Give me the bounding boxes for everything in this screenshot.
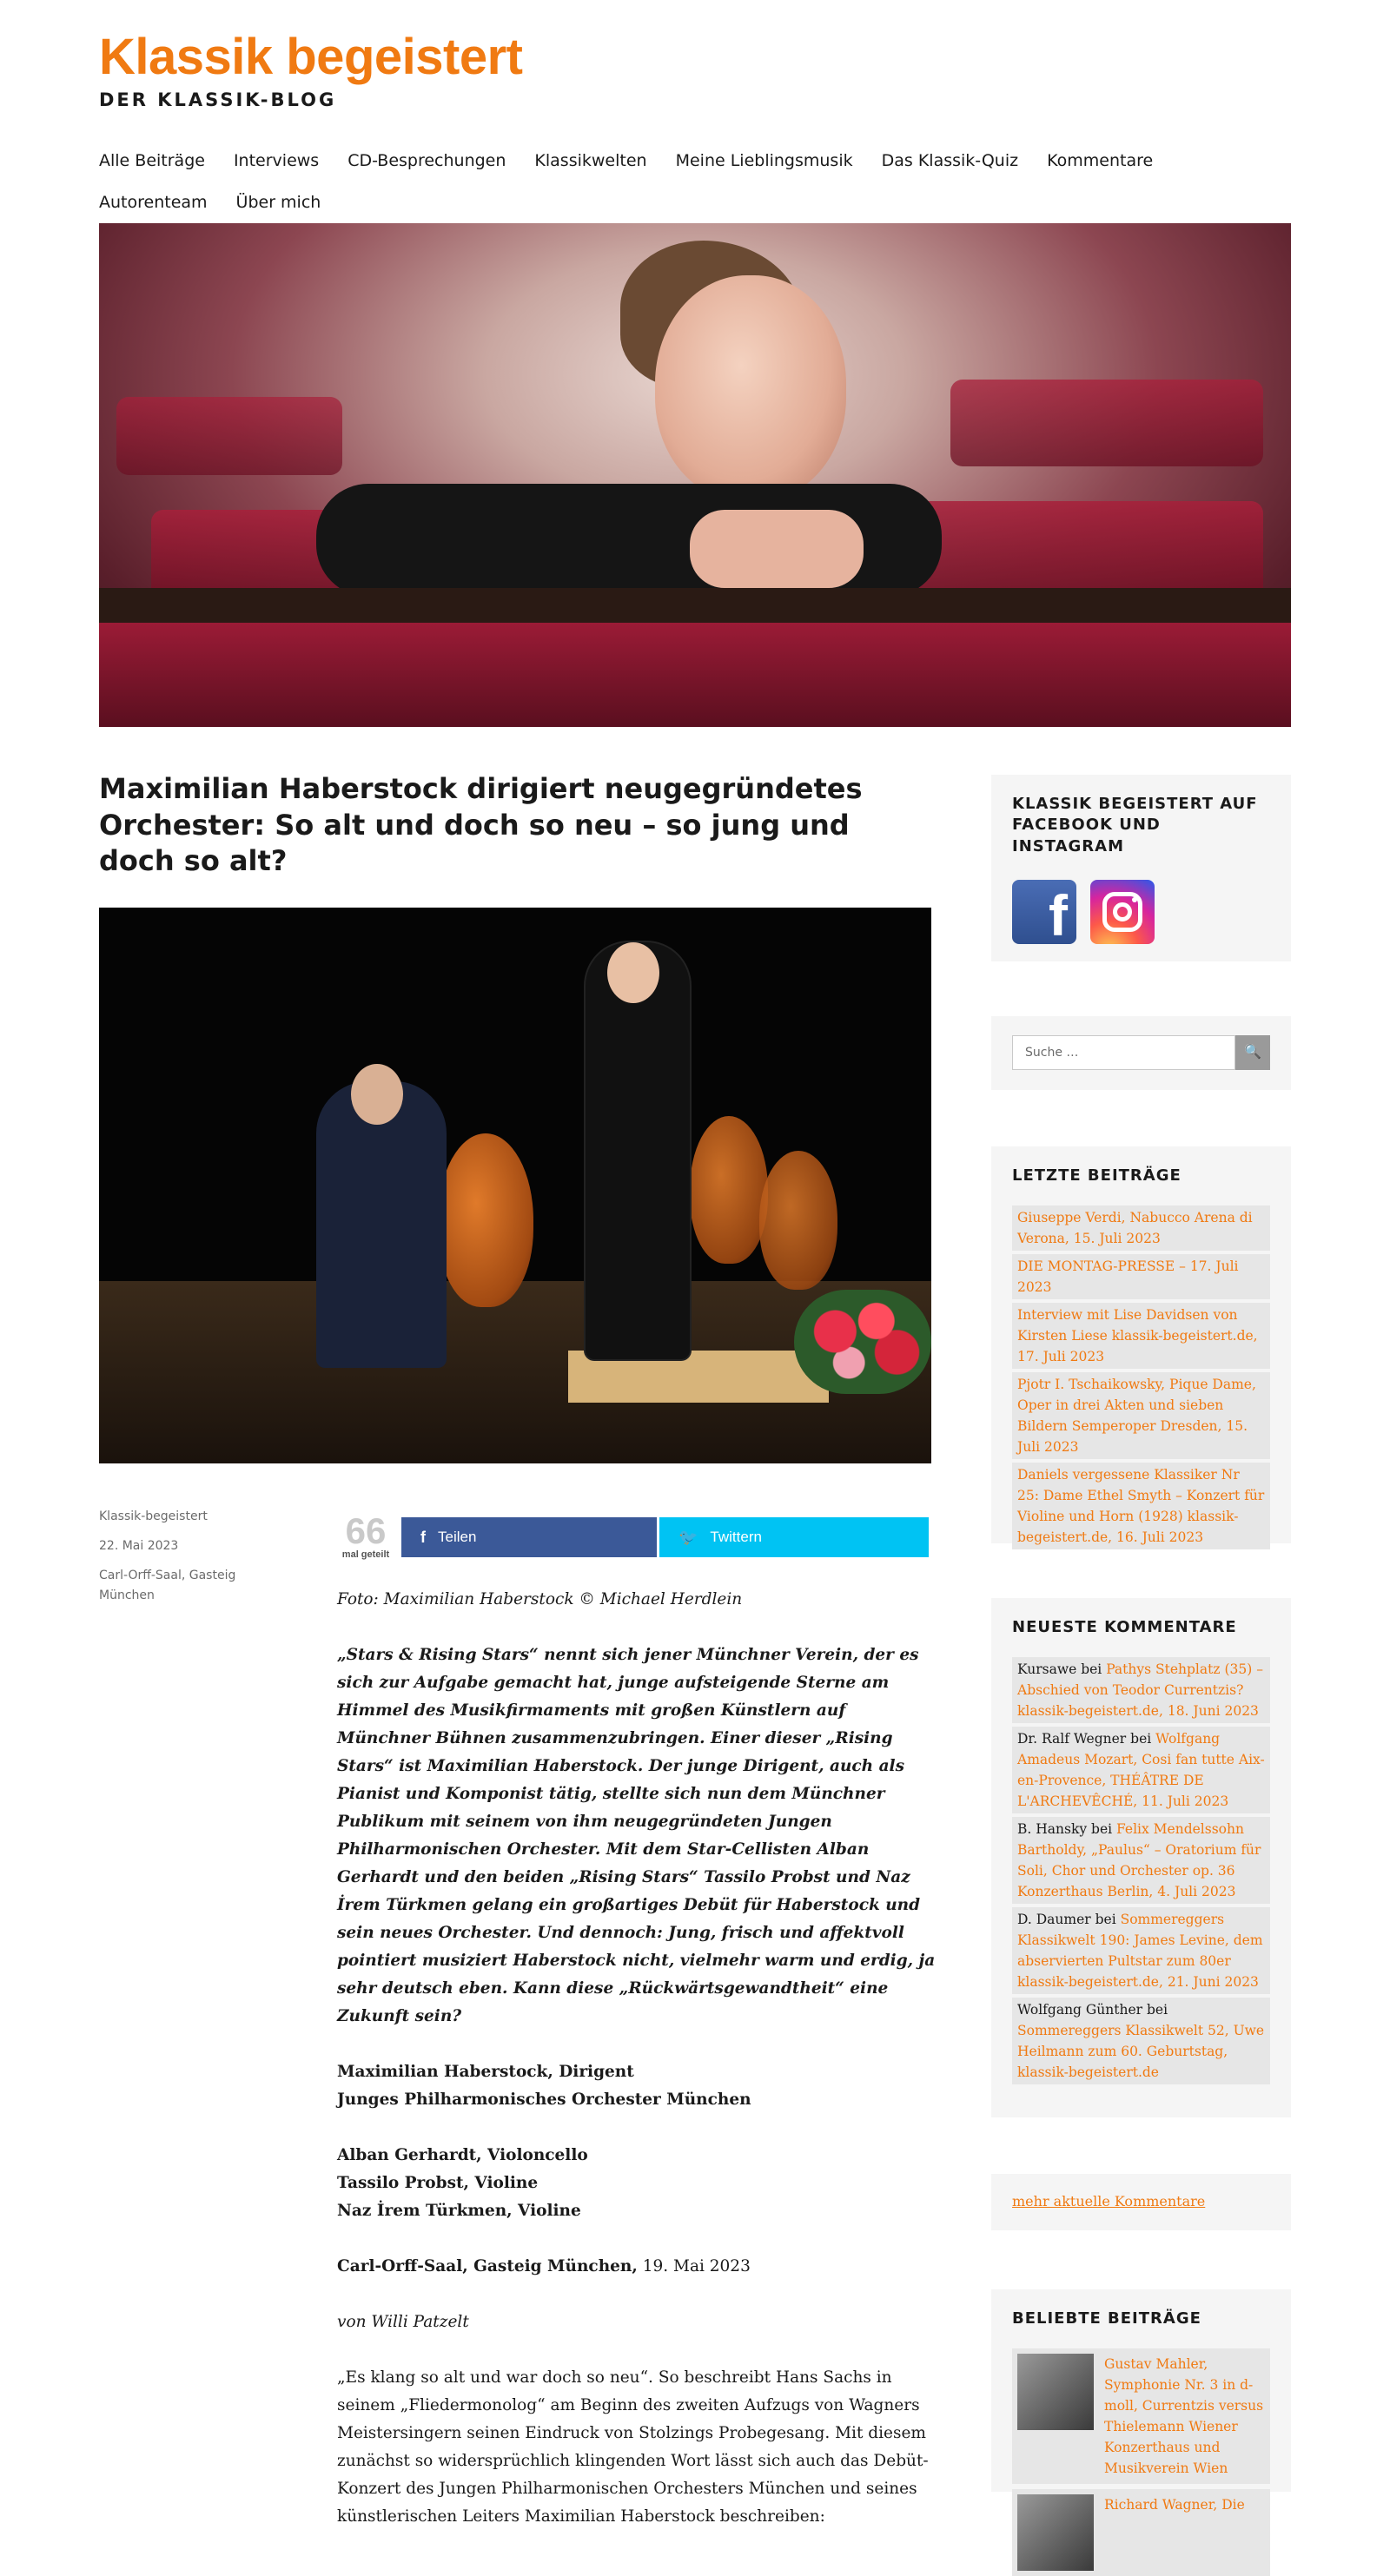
- recent-post-link[interactable]: DIE MONTAG-PRESSE – 17. Juli 2023: [1012, 1254, 1270, 1299]
- recent-comments-widget: [991, 1598, 1291, 2117]
- credits-conductor: [337, 2058, 937, 2114]
- search-icon: 🔍: [1244, 1045, 1262, 1060]
- nav-item-ueber-mich[interactable]: Über mich: [235, 193, 321, 212]
- comment-item: B. Hansky bei Felix Mendelssohn Bartholdy, „Paulus“ – Oratorium für Soli, Chor und Orchester op. 36 Konzerthaus Berlin, 4. Juli 2023: [1012, 1817, 1270, 1904]
- popular-post-thumbnail[interactable]: [1017, 2354, 1094, 2430]
- share-count: [337, 1510, 394, 1560]
- site-branding: [99, 31, 522, 110]
- venue-date: 19. Mai 2023: [637, 2257, 751, 2275]
- more-comments-widget: [991, 2174, 1291, 2230]
- credit-line: Alban Gerhardt, Violoncello: [337, 2146, 588, 2164]
- search-widget: [991, 1016, 1291, 1090]
- recent-post-link[interactable]: Interview mit Lise Davidsen von Kirsten Liese klassik-begeistert.de, 17. Juli 2023: [1012, 1303, 1270, 1369]
- site-description: DER KLASSIK-BLOG: [99, 89, 337, 110]
- twitter-share-label: Twittern: [710, 1529, 762, 1545]
- comment-item: Wolfgang Günther bei Sommereggers Klassikwelt 52, Uwe Heilmann zum 60. Geburtstag, klassik-begeistert.de: [1012, 1998, 1270, 2084]
- article-body: [337, 1586, 937, 2559]
- comment-author: Dr. Ralf Wegner: [1017, 1731, 1127, 1747]
- popular-post-item[interactable]: [1012, 2348, 1270, 2484]
- nav-item-kommentare[interactable]: Kommentare: [1047, 151, 1154, 170]
- comment-author: D. Daumer: [1017, 1912, 1091, 1928]
- facebook-icon: f: [420, 1528, 426, 1546]
- facebook-share-label: Teilen: [438, 1529, 477, 1545]
- comment-item: D. Daumer bei Sommereggers Klassikwelt 190: James Levine, dem abservierten Pultstar zum 80er klassik-begeistert.de, 21. Juni 2023: [1012, 1907, 1270, 1994]
- recent-post-link[interactable]: Daniels vergessene Klassiker Nr 25: Dame Ethel Smyth – Konzert für Violine und Horn (1928) klassik-begeistert.de, 16. Juli 2023: [1012, 1463, 1270, 1549]
- more-comments-link[interactable]: mehr aktuelle Kommentare: [1012, 2193, 1206, 2209]
- popular-post-thumbnail[interactable]: [1017, 2494, 1094, 2571]
- nav-item-interviews[interactable]: Interviews: [233, 151, 320, 170]
- recent-post-link[interactable]: Pjotr I. Tschaikowsky, Pique Dame, Oper in drei Akten und sieben Bildern Semperoper Dresden, 15. Juli 2023: [1012, 1372, 1270, 1459]
- comment-author: Wolfgang Günther: [1017, 2002, 1143, 2018]
- nav-item-cd-besprechungen[interactable]: CD-Besprechungen: [348, 151, 506, 170]
- comment-post-link[interactable]: Felix Mendelssohn Bartholdy, „Paulus“ – Oratorium für Soli, Chor und Orchester op. 36 Konzerthaus Berlin, 4. Juli 2023: [1017, 1821, 1261, 1900]
- twitter-share-button[interactable]: [659, 1517, 929, 1557]
- nav-item-klassik-quiz[interactable]: Das Klassik-Quiz: [881, 151, 1019, 170]
- article-meta: [99, 1507, 273, 1615]
- recent-posts-widget: [991, 1146, 1291, 1546]
- main-navigation: [99, 146, 1298, 229]
- credit-line: Maximilian Haberstock, Dirigent: [337, 2063, 634, 2081]
- article-title: Maximilian Haberstock dirigiert neugegründetes Orchester: So alt und doch so neu – so jung und doch so alt?: [99, 772, 863, 878]
- comment-post-link[interactable]: Sommereggers Klassikwelt 190: James Levine, dem abservierten Pultstar zum 80er klassik-begeistert.de, 21. Juni 2023: [1017, 1912, 1263, 1991]
- nav-item-meine-lieblingsmusik[interactable]: Meine Lieblingsmusik: [675, 151, 853, 170]
- comment-post-link[interactable]: Pathys Stehplatz (35) – Abschied von Teodor Currentzis? klassik-begeistert.de, 18. Juni 2023: [1017, 1661, 1263, 1720]
- venue-name: Carl-Orff-Saal, Gasteig München,: [337, 2257, 638, 2275]
- nav-item-alle-beitraege[interactable]: Alle Beiträge: [99, 151, 205, 170]
- comment-post-link[interactable]: Sommereggers Klassikwelt 52, Uwe Heilmann zum 60. Geburtstag, klassik-begeistert.de: [1017, 2023, 1265, 2081]
- popular-posts-title: BELIEBTE BEITRÄGE: [1012, 2309, 1201, 2328]
- popular-post-link[interactable]: Richard Wagner, Die: [1104, 2497, 1245, 2513]
- nav-item-klassikwelten[interactable]: Klassikwelten: [534, 151, 647, 170]
- credit-line: Naz İrem Türkmen, Violine: [337, 2202, 581, 2220]
- nav-item-autorenteam[interactable]: Autorenteam: [99, 193, 208, 212]
- popular-posts-widget: [991, 2289, 1291, 2513]
- venue-line: [337, 2253, 937, 2281]
- instagram-icon[interactable]: [1090, 880, 1155, 944]
- comment-author: B. Hansky: [1017, 1821, 1088, 1838]
- share-count-number: 66: [345, 1510, 387, 1551]
- comment-post-link[interactable]: Wolfgang Amadeus Mozart, Cosi fan tutte Aix-en-Provence, THÉÂTRE DE L'ARCHEVÊCHÉ, 11. Juli 2023: [1017, 1731, 1265, 1810]
- recent-posts-title: LETZTE BEITRÄGE: [1012, 1166, 1182, 1185]
- popular-post-item[interactable]: [1012, 2489, 1270, 2576]
- recent-comments-title: NEUESTE KOMMENTARE: [1012, 1618, 1237, 1636]
- search-button[interactable]: [1235, 1035, 1270, 1070]
- credit-line: Junges Philharmonisches Orchester München: [337, 2091, 751, 2109]
- facebook-share-button[interactable]: [401, 1517, 657, 1557]
- social-widget-title: KLASSIK BEGEISTERT AUF FACEBOOK UND INSTAGRAM: [1012, 795, 1258, 855]
- credits-soloists: [337, 2142, 937, 2225]
- article-featured-image[interactable]: [99, 908, 931, 1463]
- comment-item: Kursawe bei Pathys Stehplatz (35) – Abschied von Teodor Currentzis? klassik-begeistert.de, 18. Juni 2023: [1012, 1657, 1270, 1723]
- byline: von Willi Patzelt: [337, 2313, 469, 2331]
- comment-item: Dr. Ralf Wegner bei Wolfgang Amadeus Mozart, Cosi fan tutte Aix-en-Provence, THÉÂTRE DE L'ARCHEVÊCHÉ, 11. Juli 2023: [1012, 1727, 1270, 1813]
- site-title[interactable]: Klassik begeistert: [99, 29, 523, 85]
- header-image[interactable]: [99, 223, 1291, 727]
- meta-date[interactable]: 22. Mai 2023: [99, 1538, 179, 1553]
- image-caption: Foto: Maximilian Haberstock © Michael Herdlein: [337, 1590, 743, 1608]
- twitter-icon: 🐦: [678, 1528, 698, 1546]
- share-count-label: mal geteilt: [341, 1549, 390, 1560]
- article-lead: „Stars & Rising Stars“ nennt sich jener Münchner Verein, der es sich zur Aufgabe gemacht hat, junge aufsteigende Sterne am Himmel des Musikfirmaments mit großen Künstlern auf Münchner Bühnen zusammenzubringen. Einer dieser „Rising Stars“ ist Maximilian Haberstock. Der junge Dirigent, auch als Pianist und Komponist tätig, stellte sich nun dem Münchner Publikum mit seinem von ihm neugegründeten Jungen Philharmonischen Orchester. Mit dem Star-Cellisten Alban Gerhardt und den beiden „Rising Stars“ Tassilo Probst und Naz İrem Türkmen gelang ein großartiges Debüt für Haberstock und sein neues Orchester. Und dennoch: Jung, frisch und affektvoll pointiert musiziert Haberstock nicht, vielmehr warm und erdig, ja sehr deutsch eben. Kann diese „Rückwärtsgewandtheit“ eine Zukunft sein?: [337, 1646, 936, 2025]
- social-widget: [991, 775, 1291, 961]
- meta-location[interactable]: Carl-Orff-Saal, Gasteig München: [99, 1568, 236, 1603]
- article-paragraph: „Es klang so alt und war doch so neu“. So beschreibt Hans Sachs in seinem „Fliedermonolog“ am Beginn des zweiten Aufzugs von Wagners Meistersingern seinen Eindruck von Stolzings Probegesang. Mit diesem zunächst so widersprüchlich klingenden Wort lässt sich auch das Debüt-Konzert des Jungen Philharmonischen Orchesters München und seines künstlerischen Leiters Maximilian Haberstock beschreiben:: [337, 2368, 929, 2526]
- recent-post-link[interactable]: Giuseppe Verdi, Nabucco Arena di Verona, 15. Juli 2023: [1012, 1205, 1270, 1251]
- facebook-icon[interactable]: f: [1012, 880, 1076, 944]
- comment-author: Kursawe: [1017, 1661, 1077, 1678]
- search-input[interactable]: Suche …: [1012, 1035, 1235, 1070]
- popular-post-link[interactable]: Gustav Mahler, Symphonie Nr. 3 in d-moll, Currentzis versus Thielemann Wiener Konzerthaus und Musikverein Wien: [1104, 2356, 1264, 2477]
- credit-line: Tassilo Probst, Violine: [337, 2174, 539, 2192]
- meta-author[interactable]: Klassik-begeistert: [99, 1509, 208, 1523]
